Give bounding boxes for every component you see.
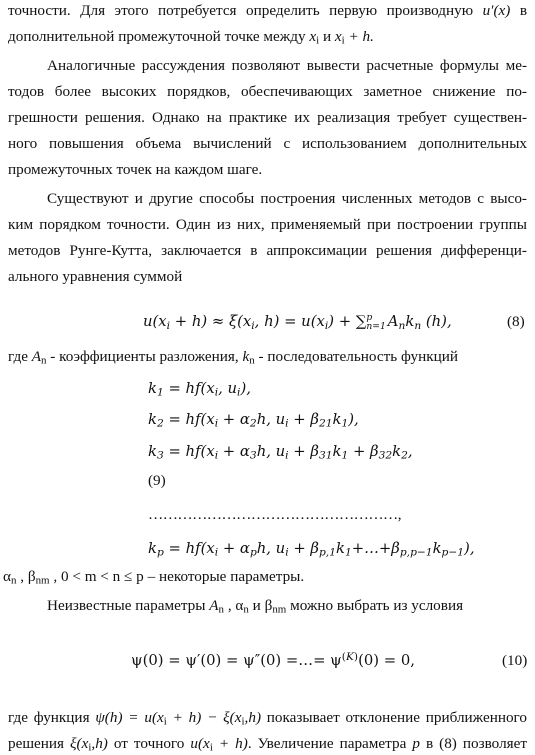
equation-number: (8) [507, 313, 525, 330]
text-line: где $A_n$ - коэффициенты разложения, $k_n$ - последовательность функций [8, 348, 458, 367]
text-line: Аналогичные рассуждения позволяют вывести расчетные формулы ме- [47, 57, 527, 74]
text-line: дополнительной промежуточной точке между $x_i$ и $x_i + h$. [8, 28, 374, 47]
text-line: ким порядком точности. Один из них, применяемый при построении группы [8, 216, 527, 233]
text-line: точности. Для этого потребуется определить первую производную u′(x) в [8, 2, 528, 19]
text-line: промежуточных точек на каждом шаге. [8, 161, 263, 178]
equation-10: ψ(0) = ψ′(0) = ψ″(0) =…= $\psi^{(K)}(0) = 0$, [131, 650, 415, 669]
text-line: решения $\xi(x_i,h)$ от точного $u(x_i + h)$. Увеличение параметра p в (8) позволяет [8, 735, 528, 754]
text-line: Существуют и другие способы построения численных методов с высо- [47, 190, 527, 207]
text-line: грешности решения. Однако на практике их реализация требует существен- [8, 109, 527, 126]
equation-kp: $k_p = hf(x_i + \alpha_ph$, $u_i$ + $\beta_{p,1}k_1+\dots+\beta_{p,p-1}k_{p-1}$), [148, 540, 475, 559]
dots-line: ……………………………………………, [148, 506, 401, 523]
equation-number: (10) [502, 652, 528, 669]
equation-k1: $k_1 = hf(x_i$, $u_i$), [148, 380, 251, 399]
text-line: где функция $\psi(h) = u(x_i + h) - \xi(x_i,h)$ показывает отклонение приближенного [8, 709, 527, 728]
equation-number: (9) [148, 472, 166, 489]
text-line: $\alpha_n$ , $\beta_{nm}$ , 0 < m < n ≤ p – некоторые параметры. [3, 568, 305, 587]
text-line: ного повышения объема вычислений с использованием дополнительных [8, 135, 527, 152]
text-line: Неизвестные параметры $A_n$ , $\alpha_n$ и $\beta_{nm}$ можно выбрать из условия [47, 597, 464, 616]
equation-k3: $k_3 = hf(x_i + \alpha_3h$, $u_i + \beta_{31}k_1 + \beta_{32}k_2$, [148, 443, 413, 462]
text-line: методов Рунге-Кутта, заключается в аппроксимации решения дифференци- [8, 242, 527, 259]
text-line: ального уравнения суммой [8, 268, 183, 285]
text-line: тодов более высоких порядков, обеспечивающих заметное снижение по- [8, 83, 527, 100]
equation-k2: $k_2 = hf(x_i + \alpha_2h$, $u_i + \beta_{21}k_1$), [148, 411, 359, 430]
equation-8: $u(x_i + h) \approx \xi(x_i$, $h) = u(x_i)$ + ∑ p n=1 $A_nk_n$ (h), [143, 312, 452, 333]
